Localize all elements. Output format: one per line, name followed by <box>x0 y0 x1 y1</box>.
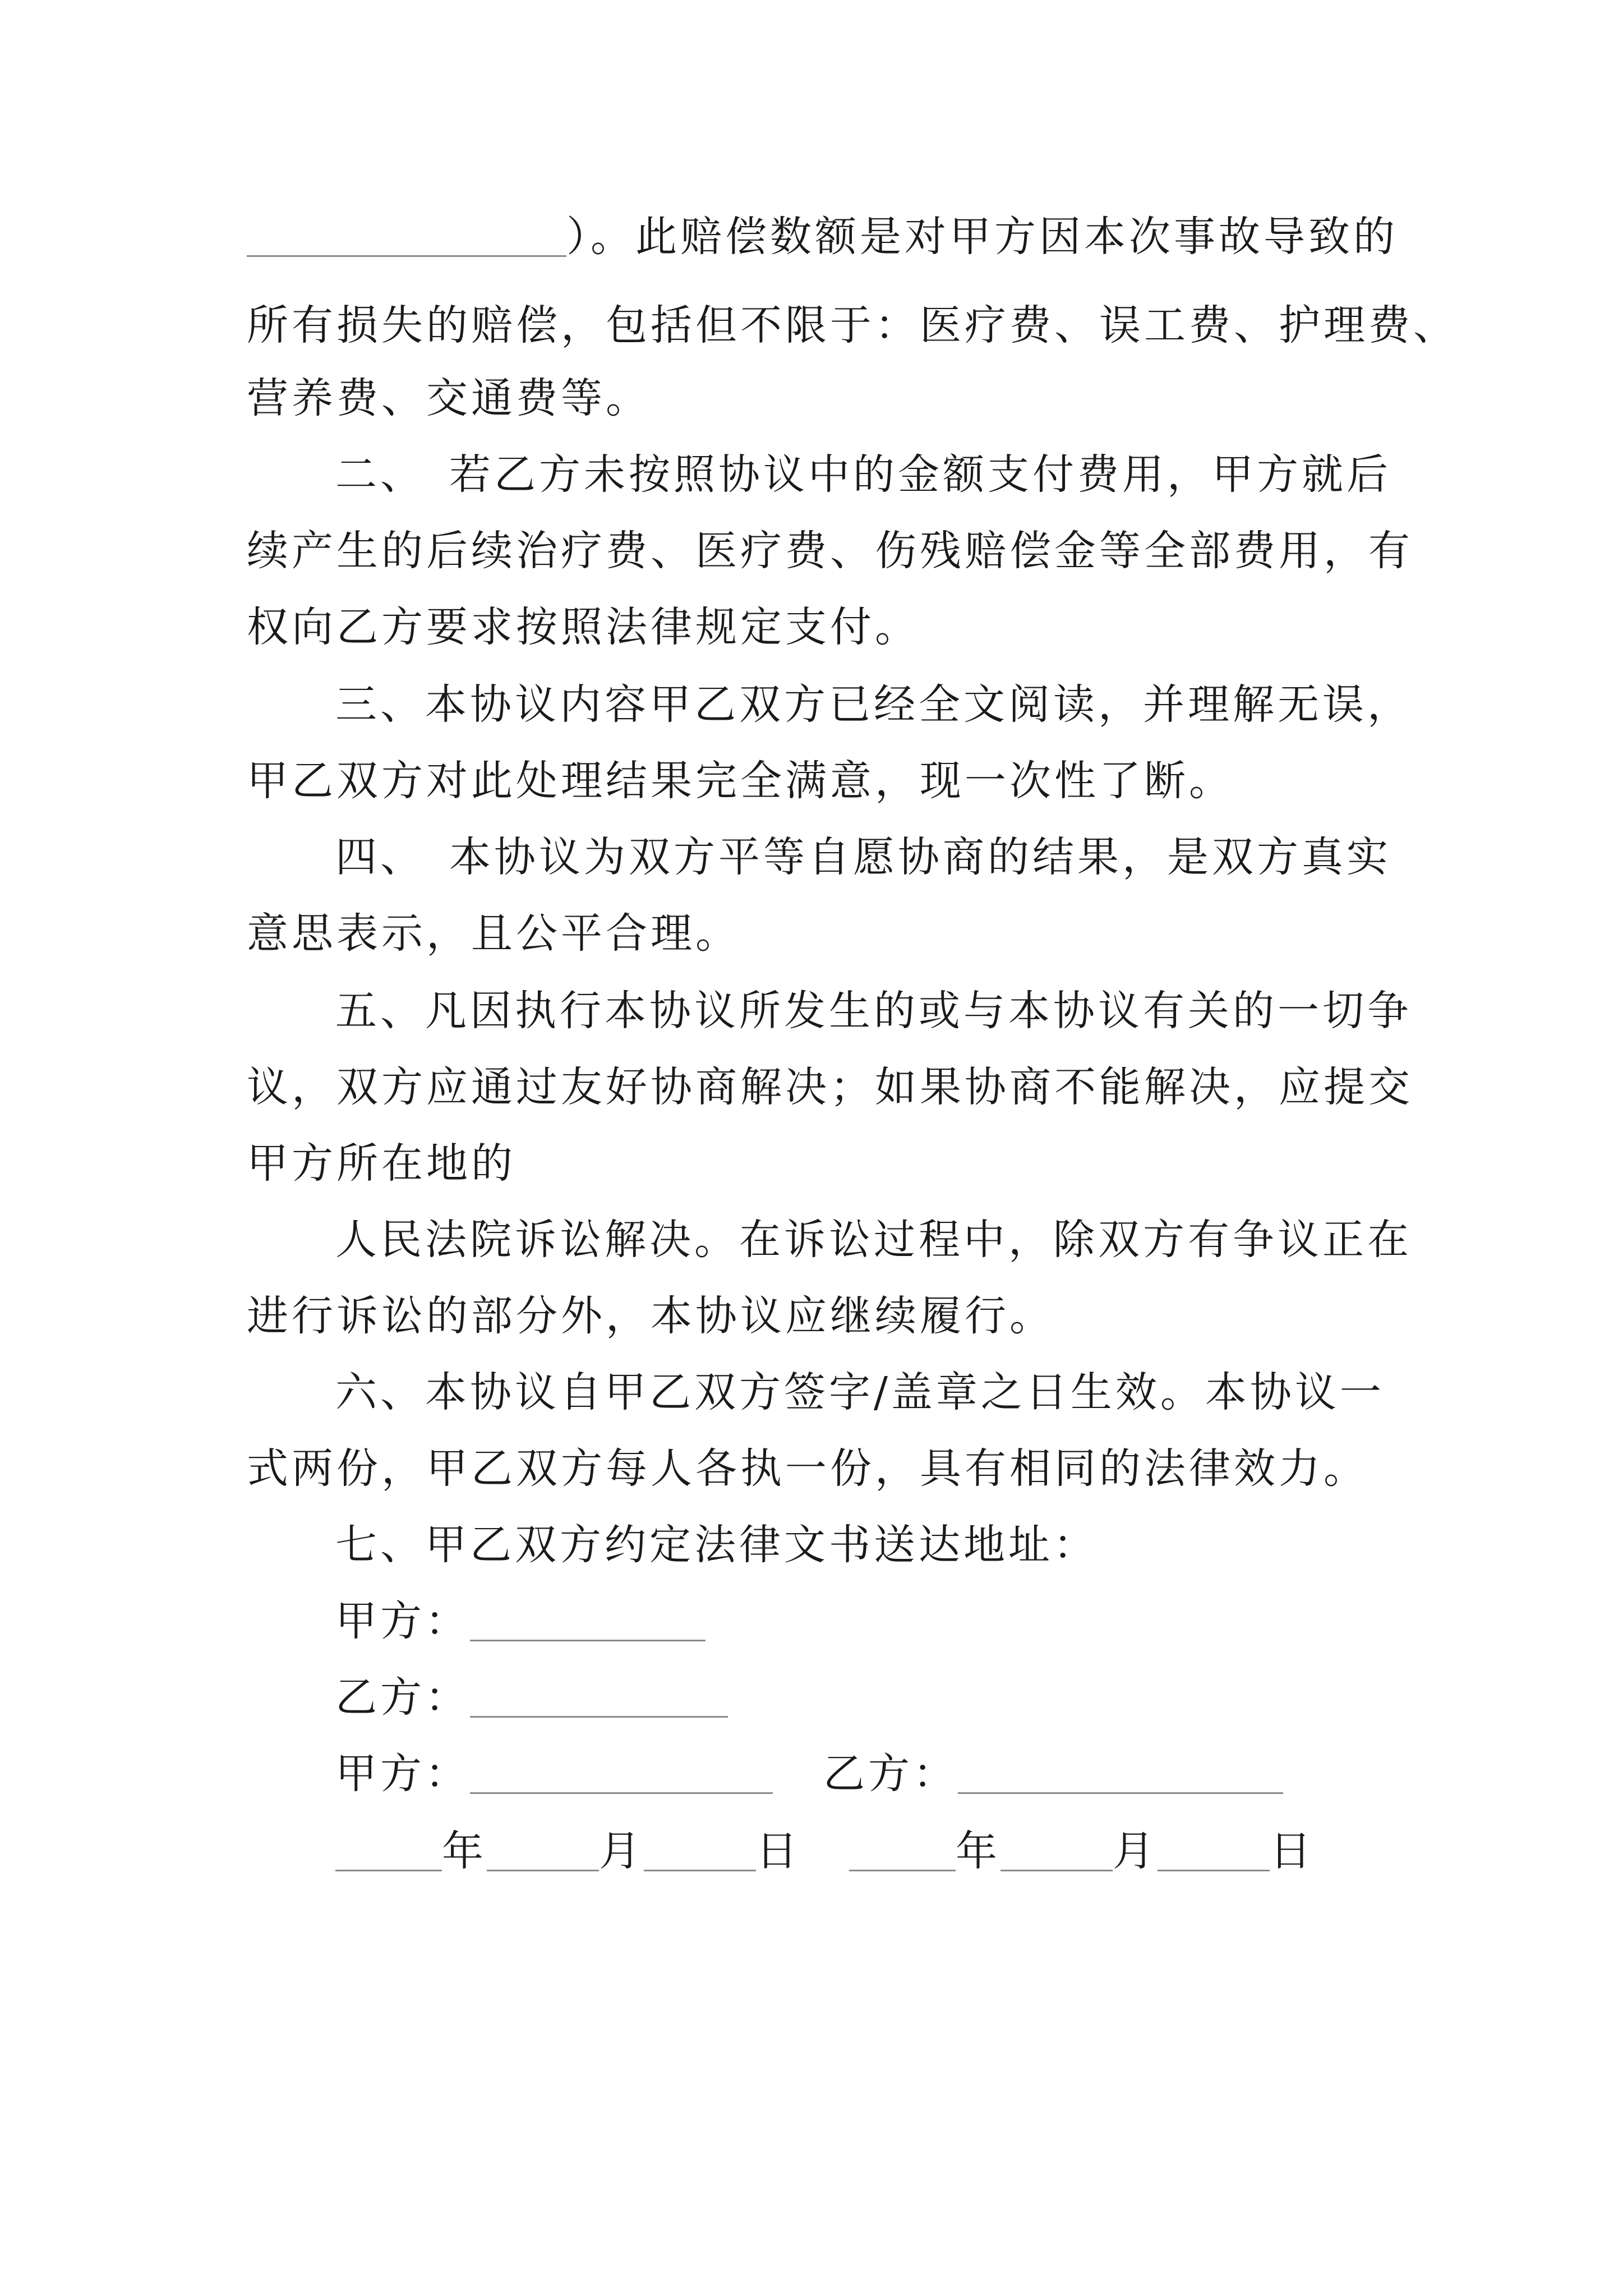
date-a-day-blank[interactable] <box>644 1830 756 1871</box>
date-row <box>335 1823 1315 1879</box>
p7-line-1: 六、本协议自甲乙双方签字/盖章之日生效。本协议一 <box>335 1368 1385 1416</box>
signature-party-a-label: 甲方： <box>335 1750 470 1798</box>
p7-line-2: 式两份，甲乙双方每人各执一份，具有相同的法律效力。 <box>247 1444 1368 1493</box>
date-b-month-label: 月 <box>1113 1827 1158 1875</box>
p5-line-3: 甲方所在地的 <box>247 1139 516 1188</box>
date-b-year-label: 年 <box>956 1827 1000 1875</box>
p4-line-2: 意思表示，且公平合理。 <box>247 909 740 958</box>
date-b-day-label: 日 <box>1270 1827 1315 1875</box>
p2-line-3: 权向乙方要求按照法律规定支付。 <box>247 603 920 651</box>
p3-line-2: 甲乙双方对此处理结果完全满意，现一次性了断。 <box>247 757 1234 805</box>
signature-row <box>335 1746 1283 1802</box>
p6-line-2: 进行诉讼的部分外，本协议应继续履行。 <box>247 1292 1054 1340</box>
date-b-year-blank[interactable] <box>849 1830 956 1871</box>
p3-line-1: 三、本协议内容甲乙双方已经全文阅读，并理解无误， <box>335 680 1412 729</box>
p1-line-2: 所有损失的赔偿，包括但不限于：医疗费、误工费、护理费、 <box>247 301 1458 349</box>
date-a-month-blank[interactable] <box>487 1830 599 1871</box>
address-party-b-label: 乙方： <box>335 1673 470 1722</box>
address-party-a-label: 甲方： <box>335 1597 470 1645</box>
p4-line-1: 四、 本协议为双方平等自愿协商的结果，是双方真实 <box>335 833 1391 881</box>
p2-line-1: 二、 若乙方未按照协议中的金额支付费用，甲方就后 <box>335 450 1391 499</box>
signature-party-b-blank[interactable] <box>958 1753 1283 1794</box>
address-party-b-row <box>335 1669 728 1726</box>
p5-line-2: 议，双方应通过友好协商解决；如果协商不能解决，应提交 <box>247 1063 1413 1111</box>
date-a-day-label: 日 <box>756 1827 801 1875</box>
date-b-day-blank[interactable] <box>1158 1830 1270 1871</box>
date-a-month-label: 月 <box>599 1827 644 1875</box>
address-party-a-blank[interactable] <box>470 1600 706 1641</box>
p1-line-3: 营养费、交通费等。 <box>247 374 651 422</box>
p2-line-2: 续产生的后续治疗费、医疗费、伤残赔偿金等全部费用，有 <box>247 527 1413 575</box>
p8-line-1: 七、甲乙双方约定法律文书送达地址： <box>335 1521 1098 1569</box>
signature-party-a-blank[interactable] <box>470 1753 773 1794</box>
date-a-year-blank[interactable] <box>335 1830 442 1871</box>
p1-line-1: ）。此赔偿数额是对甲方因本次事故导致的 <box>247 209 1398 265</box>
date-b-month-blank[interactable] <box>1000 1830 1113 1871</box>
address-party-a-row <box>335 1593 706 1649</box>
p6-line-1: 人民法院诉讼解决。在诉讼过程中，除双方有争议正在 <box>335 1216 1412 1264</box>
date-a-year-label: 年 <box>442 1827 487 1875</box>
address-party-b-blank[interactable] <box>470 1677 728 1718</box>
compensation-amount-blank[interactable] <box>247 216 566 257</box>
p5-line-1: 五、凡因执行本协议所发生的或与本协议有关的一切争 <box>335 987 1412 1035</box>
signature-party-b-label: 乙方： <box>823 1750 958 1798</box>
